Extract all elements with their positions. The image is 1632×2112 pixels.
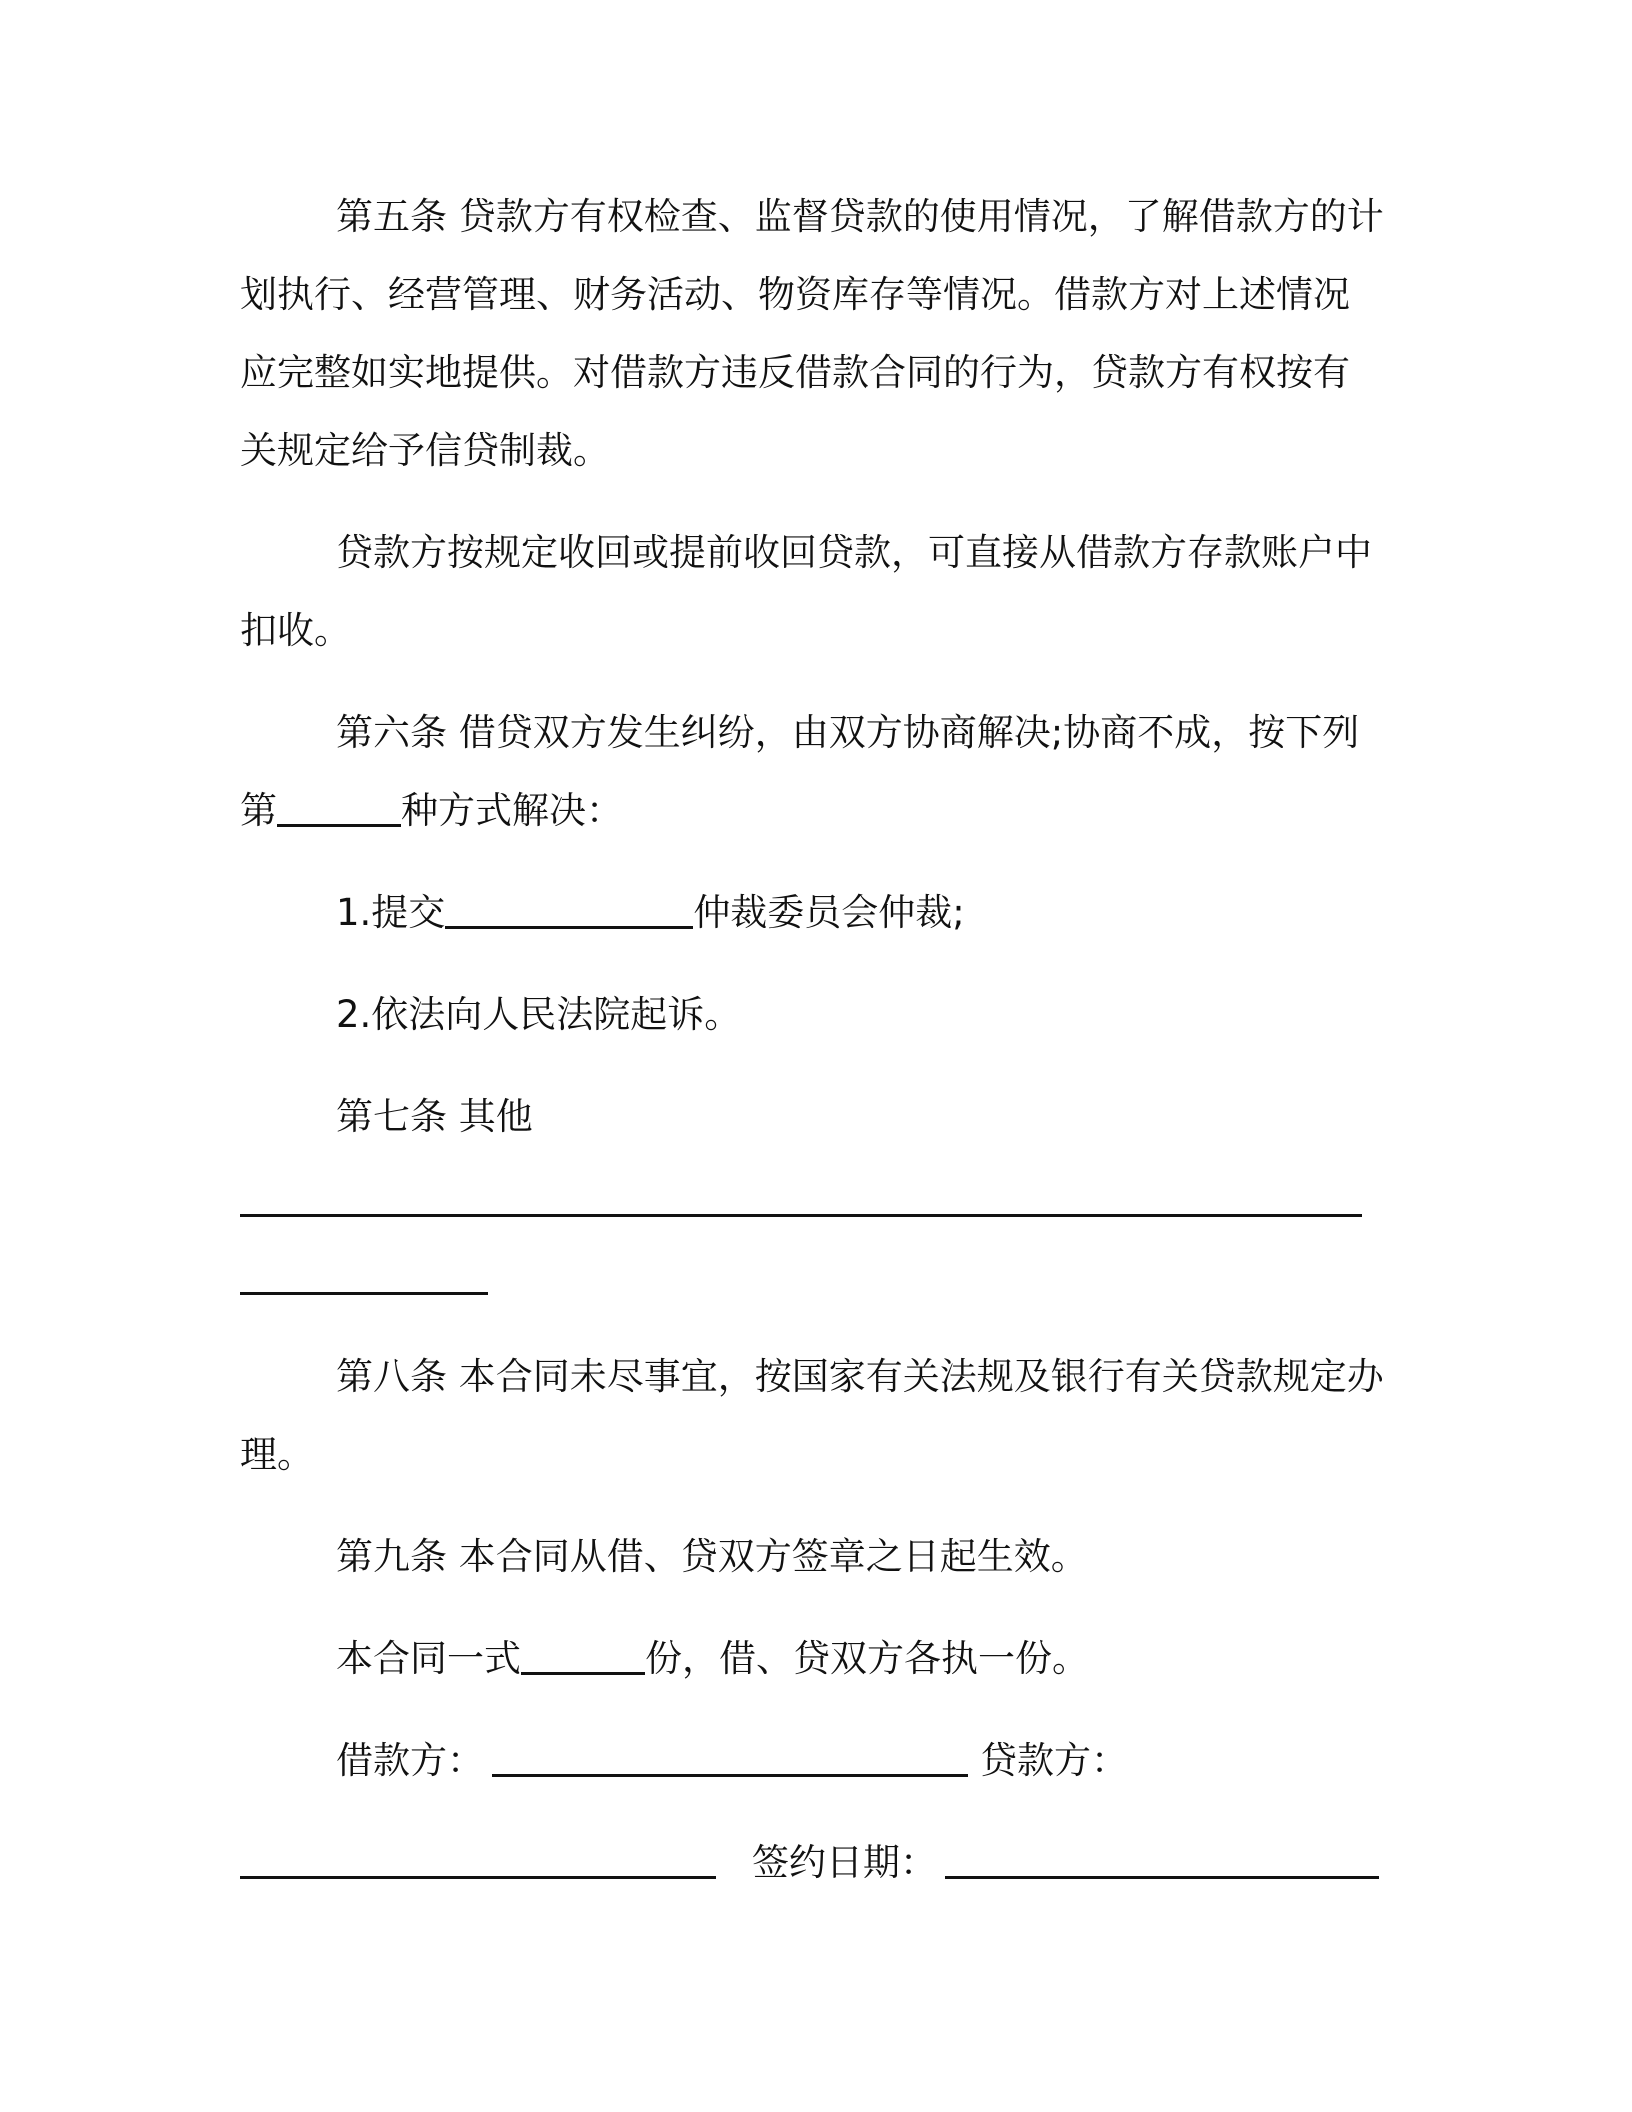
article6-method-suffix: 种方式解决：	[401, 789, 623, 832]
copies-suffix: 份，借、贷双方各执一份。	[645, 1637, 1089, 1680]
article8-line2: 理。	[240, 1433, 314, 1476]
article7-blank-line2[interactable]	[240, 1292, 488, 1295]
article6-method-prefix: 第	[240, 789, 277, 832]
signature-line2	[240, 1838, 1400, 1888]
article6-option1	[336, 888, 1400, 938]
option1-suffix: 仲裁委员会仲裁;	[693, 891, 965, 934]
article8-line1: 第八条 本合同未尽事宜，按国家有关法规及银行有关贷款规定办	[336, 1355, 1384, 1398]
option1-prefix: 1.提交	[336, 891, 446, 934]
article6-line2	[240, 786, 1400, 836]
arbitration-committee-blank[interactable]	[445, 892, 693, 929]
copies-count-blank[interactable]	[521, 1638, 645, 1675]
article5-line2: 划执行、经营管理、财务活动、物资库存等情况。借款方对上述情况	[240, 273, 1350, 316]
copies-line	[336, 1634, 1400, 1684]
article6-line1: 第六条 借贷双方发生纠纷，由双方协商解决;协商不成，按下列	[336, 711, 1360, 754]
method-number-blank[interactable]	[277, 790, 401, 827]
signing-date-label: 签约日期：	[752, 1841, 937, 1884]
signing-date-blank[interactable]	[945, 1842, 1379, 1879]
recovery-line1: 贷款方按规定收回或提前收回贷款，可直接从借款方存款账户中	[336, 531, 1372, 574]
borrower-signature-blank[interactable]	[492, 1740, 968, 1777]
article9-line1: 第九条 本合同从借、贷双方签章之日起生效。	[336, 1535, 1088, 1578]
article7-title: 第七条 其他	[336, 1095, 533, 1138]
signature-line1	[336, 1736, 1400, 1786]
article5-line4: 关规定给予信贷制裁。	[240, 429, 610, 472]
lender-label: 贷款方：	[980, 1739, 1128, 1782]
lender-signature-blank[interactable]	[240, 1842, 716, 1879]
article7-blank-line1[interactable]	[240, 1214, 1362, 1217]
article5-line1: 第五条 贷款方有权检查、监督贷款的使用情况，了解借款方的计	[336, 195, 1384, 238]
recovery-line2: 扣收。	[240, 609, 351, 652]
copies-prefix: 本合同一式	[336, 1637, 521, 1680]
article5-line3: 应完整如实地提供。对借款方违反借款合同的行为，贷款方有权按有	[240, 351, 1350, 394]
article6-option2: 2.依法向人民法院起诉。	[336, 993, 742, 1036]
borrower-label: 借款方：	[336, 1739, 484, 1782]
